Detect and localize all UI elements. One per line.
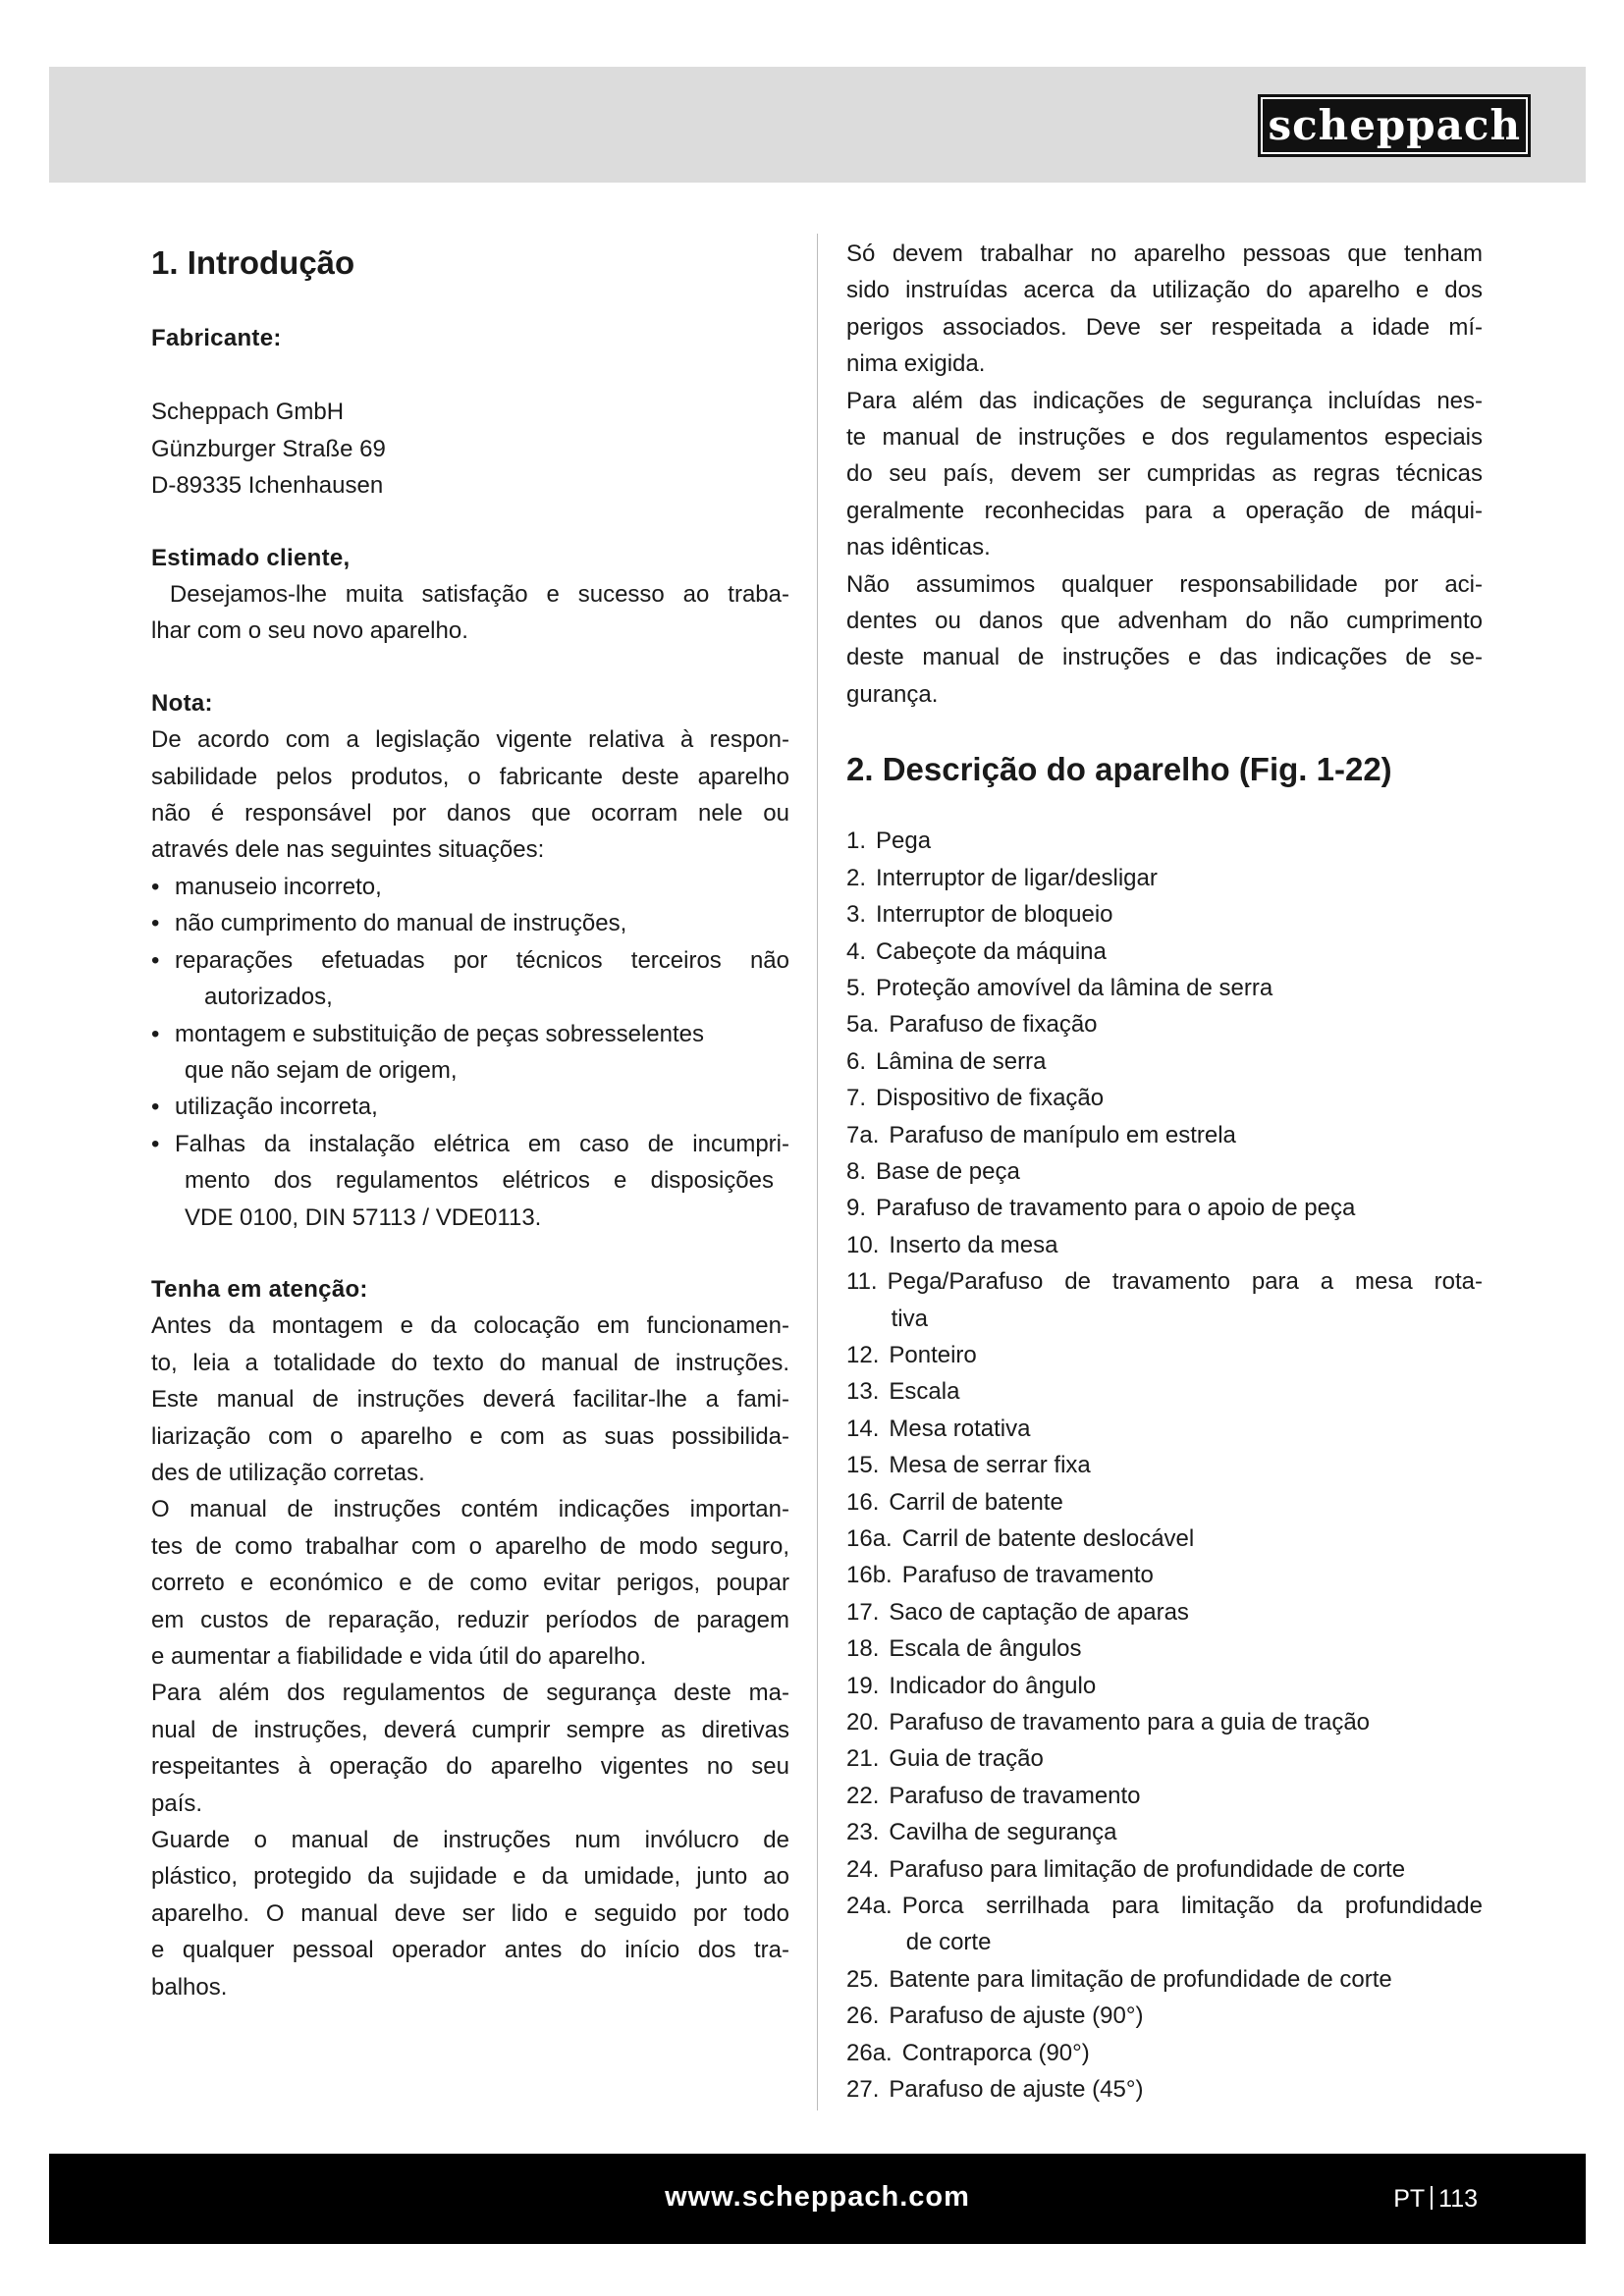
part-item [846,1484,1483,1521]
parts-list [846,823,1483,2108]
nota-label: Nota: [151,689,213,717]
text-line: plástico, protegido da sujidade e da umidade, junto ao [151,1863,789,1891]
part-label: Parafuso de ajuste (90°) [889,2002,1144,2030]
part-item [846,1704,1483,1740]
part-label: Mesa de serrar fixa [889,1452,1091,1479]
address-line: Scheppach GmbH [151,399,345,426]
bullet-text: que não sejam de origem, [185,1056,458,1084]
part-item [846,1851,1483,1888]
bullet-icon: • [151,1130,160,1157]
part-number: 19. [846,1672,880,1699]
part-number: 16a. [846,1525,893,1552]
atencao-text [151,1308,789,2005]
text-line: lhar com o seu novo aparelho. [151,617,468,645]
text-line: Para além dos regulamentos de segurança deste ma- [151,1680,789,1707]
bullet-icon: • [151,1094,160,1121]
part-label: Carril de batente deslocável [901,1525,1195,1552]
text-line: não é responsável por danos que ocorram nele ou [151,800,789,828]
bullet-text: Falhas da instalação elétrica em caso de incumpri- [175,1130,789,1157]
text-line: dentes ou danos que advenham do não cumprimento [846,608,1483,635]
part-label: Cabeçote da máquina [876,937,1107,965]
atencao-label: Tenha em atenção: [151,1275,368,1303]
part-label: Saco de captação de aparas [889,1598,1189,1626]
bullet-icon: • [151,910,160,937]
part-label: Porca serrilhada para limitação da profundidade [901,1893,1483,1920]
bullet-text: não cumprimento do manual de instruções, [175,910,627,937]
part-number: 11. [846,1268,878,1296]
bullet-icon: • [151,873,160,900]
part-item [846,1080,1483,1116]
part-label: Cavilha de segurança [889,1819,1117,1846]
part-label: Dispositivo de fixação [876,1085,1105,1112]
part-label-cont: de corte [905,1929,992,1956]
part-item [846,896,1483,933]
part-label: Escala de ângulos [889,1635,1082,1663]
text-line: balhos. [151,1973,228,2001]
part-number: 16b. [846,1562,893,1589]
part-item [846,1961,1483,1998]
part-number: 6. [846,1047,867,1075]
part-number: 17. [846,1598,880,1626]
part-number: 9. [846,1195,867,1222]
part-number: 15. [846,1452,880,1479]
part-label: Parafuso para limitação de profundidade de corte [889,1855,1406,1883]
part-number: 16. [846,1488,880,1516]
part-label: Parafuso de travamento [901,1562,1154,1589]
text-line: des de utilização corretas. [151,1459,425,1486]
nota-text [151,721,789,869]
part-item [846,1888,1483,1961]
list-item [151,942,789,1016]
part-label: Pega/Parafuso de travamento para a mesa rota- [887,1268,1483,1296]
part-item [846,1190,1483,1226]
list-item [151,869,789,905]
part-label: Pega [876,828,932,855]
estimado-label: Estimado cliente, [151,544,351,571]
part-item [846,1778,1483,1814]
estimado-text [151,576,789,650]
part-item [846,1740,1483,1777]
part-label: Interruptor de bloqueio [876,901,1113,929]
bullet-text: montagem e substituição de peças sobresselentes [175,1020,704,1047]
part-number: 7. [846,1085,867,1112]
part-item [846,1447,1483,1483]
list-item [151,905,789,941]
part-number: 20. [846,1709,880,1736]
bullet-icon: • [151,1020,160,1047]
text-line: sido instruídas acerca da utilização do aparelho e dos [846,277,1483,304]
part-number: 18. [846,1635,880,1663]
bullet-text: manuseio incorreto, [175,873,382,900]
part-label: Interruptor de ligar/desligar [876,864,1158,891]
part-label: Parafuso de fixação [889,1011,1098,1039]
footer-bar [49,2154,1586,2244]
part-number: 5a. [846,1011,880,1039]
bullet-text: VDE 0100, DIN 57113 / VDE0113. [185,1203,542,1231]
part-item [846,1006,1483,1042]
text-line: em custos de reparação, reduzir períodos de paragem [151,1606,789,1633]
part-number: 24a. [846,1893,893,1920]
part-item [846,1521,1483,1557]
part-label: Carril de batente [889,1488,1063,1516]
part-label: Parafuso de manípulo em estrela [889,1121,1236,1148]
text-line: sabilidade pelos produtos, o fabricante deste aparelho [151,763,789,790]
part-item [846,1373,1483,1410]
footer-url[interactable]: www.scheppach.com [665,2181,970,2213]
text-line: correto e económico e de como evitar perigos, poupar [151,1570,789,1597]
part-label: Mesa rotativa [889,1415,1031,1442]
part-item [846,860,1483,896]
part-item [846,1337,1483,1373]
text-line: O manual de instruções contém indicações importan- [151,1496,789,1523]
text-line: geralmente reconhecidas para a operação de máqui- [846,497,1483,524]
part-label: Batente para limitação de profundidade de corte [889,1965,1392,1993]
part-label: Parafuso de ajuste (45°) [889,2076,1144,2104]
part-number: 8. [846,1157,867,1185]
text-line: perigos associados. Deve ser respeitada a idade mí- [846,313,1483,341]
part-label: Parafuso de travamento [889,1782,1141,1809]
part-item [846,1263,1483,1337]
part-item [846,1411,1483,1447]
language-code: PT [1393,2185,1426,2213]
part-item [846,1153,1483,1190]
text-line: Este manual de instruções deverá facilitar-lhe a fami- [151,1386,789,1414]
part-item [846,1814,1483,1850]
part-number: 21. [846,1745,880,1773]
part-label: Escala [889,1378,960,1406]
part-item [846,1594,1483,1630]
part-label: Base de peça [876,1157,1020,1185]
list-item [151,1016,789,1090]
part-number: 14. [846,1415,880,1442]
bullet-text: reparações efetuadas por técnicos terceiros não [175,946,789,974]
part-label: Contraporca (90°) [901,2039,1090,2066]
bullet-text: mento dos regulamentos elétricos e disposições [185,1167,774,1195]
scheppach-logo: scheppach [1258,94,1531,157]
bullet-text: utilização incorreta, [175,1094,378,1121]
page-number: 113 [1438,2185,1478,2213]
part-number: 25. [846,1965,880,1993]
header-bar [49,67,1586,183]
part-label: Lâmina de serra [876,1047,1047,1075]
part-number: 3. [846,901,867,929]
part-label: Inserto da mesa [889,1231,1058,1258]
text-line: Desejamos-lhe muita satisfação e sucesso ao traba- [151,581,789,609]
left-column [151,236,789,2005]
text-line: do seu país, devem ser cumpridas as regras técnicas [846,460,1483,488]
part-label: Proteção amovível da lâmina de serra [876,974,1273,1001]
part-number: 2. [846,864,867,891]
list-item [151,1126,789,1236]
part-label: Ponteiro [889,1341,977,1368]
text-line: respeitantes à operação do aparelho vigentes no seu [151,1753,789,1781]
text-line: Para além das indicações de segurança incluídas nes- [846,387,1483,414]
text-line: e aumentar a fiabilidade e vida útil do aparelho. [151,1643,647,1670]
part-item [846,1630,1483,1667]
bullet-text: autorizados, [204,984,333,1011]
text-line: Não assumimos qualquer responsabilidade por aci- [846,570,1483,598]
text-line: nas idênticas. [846,534,991,561]
text-line: nual de instruções, deverá cumprir sempre as diretivas [151,1716,789,1743]
part-item [846,934,1483,970]
section-2-title: 2. Descrição do aparelho (Fig. 1-22) [846,751,1392,788]
text-line: através dele nas seguintes situações: [151,836,545,864]
part-label: Parafuso de travamento para o apoio de peça [876,1195,1356,1222]
right-column [846,236,1483,2109]
part-item [846,2035,1483,2071]
text-line: nima exigida. [846,350,986,378]
part-number: 1. [846,828,867,855]
part-label: Parafuso de travamento para a guia de tração [889,1709,1371,1736]
list-item [151,1089,789,1125]
page-indicator [1393,2185,1478,2214]
part-number: 10. [846,1231,880,1258]
part-item [846,970,1483,1006]
right-intro-text [846,236,1483,713]
part-number: 26. [846,2002,880,2030]
part-item [846,1668,1483,1704]
part-label-cont: tiva [891,1305,928,1332]
address-line: Günzburger Straße 69 [151,435,386,462]
text-line: Guarde o manual de instruções num invólucro de [151,1827,789,1854]
part-number: 24. [846,1855,880,1883]
part-item [846,823,1483,859]
text-line: Antes da montagem e da colocação em funcionamen- [151,1312,789,1340]
part-item [846,2071,1483,2108]
text-line: Só devem trabalhar no aparelho pessoas que tenham [846,240,1483,267]
part-number: 26a. [846,2039,893,2066]
part-number: 23. [846,1819,880,1846]
column-divider [817,234,818,2110]
text-line: gurança. [846,680,939,708]
text-line: to, leia a totalidade do texto do manual de instruções. [151,1349,789,1376]
text-line: De acordo com a legislação vigente relativa à respon- [151,726,789,754]
part-item [846,1227,1483,1263]
separator [1431,2186,1433,2210]
part-number: 7a. [846,1121,880,1148]
part-item [846,1557,1483,1593]
part-number: 12. [846,1341,880,1368]
section-1-title: 1. Introdução [151,244,355,281]
text-line: tes de como trabalhar com o aparelho de modo seguro, [151,1532,789,1560]
text-line: país. [151,1789,203,1817]
part-item [846,1117,1483,1153]
part-number: 13. [846,1378,880,1406]
text-line: te manual de instruções e dos regulamentos especiais [846,424,1483,452]
part-label: Indicador do ângulo [889,1672,1097,1699]
part-number: 5. [846,974,867,1001]
text-line: liarização com o aparelho e com as suas possibilida- [151,1422,789,1450]
fabricante-label: Fabricante: [151,325,282,351]
text-line: deste manual de instruções e das indicações de se- [846,644,1483,671]
bullet-icon: • [151,946,160,974]
address-line: D-89335 Ichenhausen [151,472,384,500]
part-item [846,1998,1483,2034]
part-item [846,1043,1483,1080]
part-number: 27. [846,2076,880,2104]
text-line: aparelho. O manual deve ser lido e seguido por todo [151,1899,789,1927]
part-label: Guia de tração [889,1745,1044,1773]
part-number: 4. [846,937,867,965]
text-line: e qualquer pessoal operador antes do início dos tra- [151,1937,789,1964]
part-number: 22. [846,1782,880,1809]
manufacturer-address [151,394,789,504]
situations-list [151,869,789,1236]
